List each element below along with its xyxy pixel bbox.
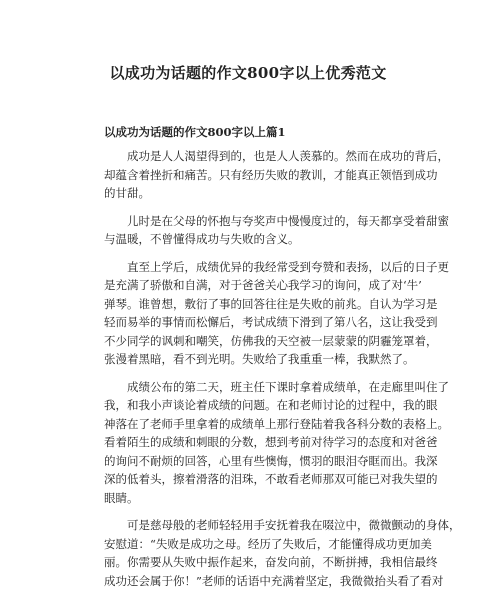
paragraph: [104, 258, 490, 369]
paragraph: [104, 212, 490, 249]
paragraph-line: 眼睛。: [104, 490, 139, 505]
paragraph: [104, 147, 490, 203]
paragraph-line: 儿时是在父母的怀抱与夸奖声中慢慢度过的，每天都享受着甜蜜: [127, 213, 449, 228]
paragraph-line: 的询问不耐烦的回答，心里有些懊悔，惯羽的眼泪夺眶而出。我深: [104, 453, 438, 468]
paragraph-line: 神落在了老师手里拿着的成绩单上那行登陆着我各科分数的表格上。: [104, 416, 449, 431]
paragraph-line: 张漫着黑暗，看不到光明。失败给了我重重一棒，我默然了。: [104, 352, 415, 366]
paragraph-line: 深的低着头，擦着滑落的泪珠，不敢看老师那双可能已对我失望的: [104, 472, 438, 486]
paragraph-line: 看着陌生的成绩和刺眼的分数，想到考前对待学习的态度和对爸爸: [104, 435, 438, 449]
paragraph-line: 却蕴含着挫折和痛苦。只有经历失败的教训，才能真正领悟到成功: [104, 167, 438, 182]
paragraph-line: 成绩公布的第二天，班主任下课时拿着成绩单，在走廊里叫住了: [127, 379, 449, 394]
paragraph: [104, 378, 490, 508]
paragraph-line: 我，和我小声谈论着成绩的问题。在和老师讨论的过程中，我的眼: [104, 398, 438, 412]
paragraph-line: 的甘甜。: [104, 186, 150, 200]
paragraph-line: 可是慈母般的老师轻轻用手安抚着我在啜泣中，微微颤动的身体，: [127, 518, 461, 532]
section-heading: 以成功为话题的作文800字以上篇1: [104, 125, 286, 139]
paragraph-line: 直至上学后，成绩优异的我经常受到夸赞和表扬，以后的日子更: [127, 259, 449, 274]
paragraph-line: 不少同学的讽刺和嘲笑，仿佛我的天空被一层蒙蒙的阴霾笼罩着，: [104, 333, 438, 348]
paragraph-line: 成功是人人渴望得到的，也是人人羡慕的。然而在成功的背后，: [127, 149, 449, 163]
paragraph-line: 与温暖，不曾懂得成功与失败的含义。: [104, 232, 300, 246]
paragraph-line: 弹琴。谁曾想，敷衍了事的回答往往是失败的前兆。自认为学习是: [104, 296, 438, 311]
paragraph-line: 丽。你需要从失败中振作起来，奋发向前，不断拼搏，我相信最终: [104, 555, 438, 569]
document-title: 以成功为话题的作文800字以上优秀范文: [109, 64, 387, 82]
document-body: [104, 147, 490, 599]
paragraph-line: 安慰道：“失败是成功之母。经历了失败后，才能懂得成功更加美: [104, 536, 432, 551]
paragraph-line: 轻而易举的事情而松懈后，考试成绩下滑到了第八名，这让我受到: [104, 315, 438, 329]
paragraph: [104, 516, 490, 590]
paragraph-line: 成功还会属于你！”老师的话语中充满着坚定，我微微抬头看了看对: [104, 573, 444, 588]
paragraph-line: 是充满了骄傲和自满，对于爸爸关心我学习的询问，成了对‘牛’: [104, 278, 422, 292]
